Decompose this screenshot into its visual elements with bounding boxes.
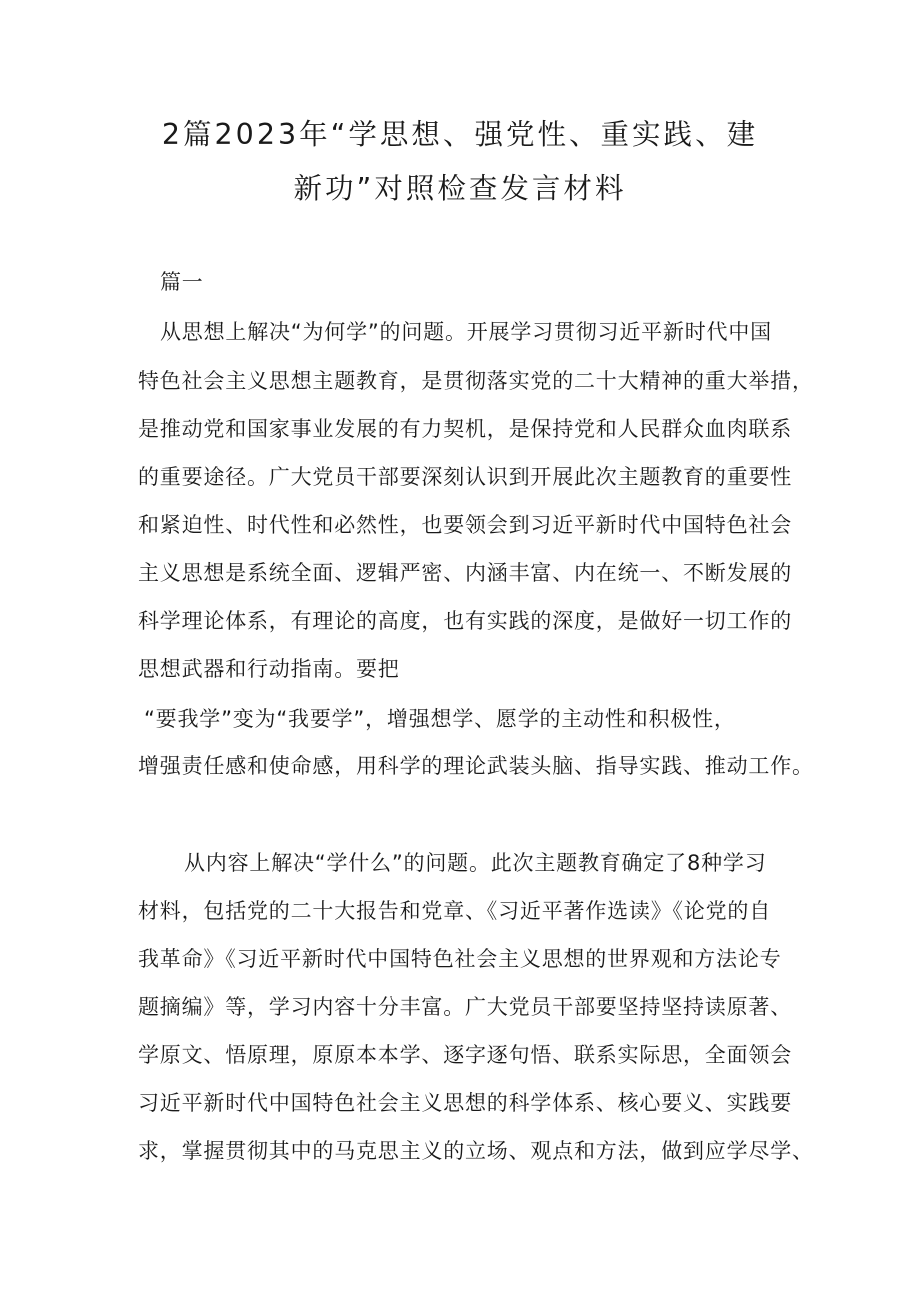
paragraph-1-line: “要我学”变为“我要学”，增强想学、愿学的主动性和积极性， xyxy=(144,707,736,731)
paragraph-2-line: 从内容上解决“学什么”的问题。此次主题教育确定了8种学习 xyxy=(184,851,767,875)
paragraph-1-line: 思想武器和行动指南。要把 xyxy=(138,657,400,681)
paragraph-1-line: 的重要途径。广大党员干部要深刻认识到开展此次主题教育的重要性 xyxy=(138,465,792,489)
title-line-2: 新功”对照检查发言材料 xyxy=(293,172,627,205)
title-line-1: 2篇2023年“学思想、强党性、重实践、建 xyxy=(161,118,759,151)
paragraph-1-line: 科学理论体系，有理论的高度，也有实践的深度，是做好一切工作的 xyxy=(138,609,792,633)
paragraph-2-line: 我革命》《习近平新时代中国特色社会主义思想的世界观和方法论专 xyxy=(138,947,782,971)
section-label: 篇一 xyxy=(160,270,204,294)
paragraph-2-line: 求，掌握贯彻其中的马克思主义的立场、观点和方法，做到应学尽学、 xyxy=(138,1139,814,1163)
paragraph-1-line: 从思想上解决“为何学”的问题。开展学习贯彻习近平新时代中国 xyxy=(160,320,772,344)
paragraph-2-line: 题摘编》等，学习内容十分丰富。广大党员干部要坚持坚持读原著、 xyxy=(138,995,792,1019)
paragraph-2-line: 材料，包括党的二十大报告和党章、《习近平著作选读》《论党的自 xyxy=(138,899,771,923)
paragraph-1-line: 主义思想是系统全面、逻辑严密、内涵丰富、内在统一、不断发展的 xyxy=(138,561,792,585)
paragraph-1-line: 和紧迫性、时代性和必然性，也要领会到习近平新时代中国特色社会 xyxy=(138,513,792,537)
paragraph-1-line: 增强责任感和使命感，用科学的理论武装头脑、指导实践、推动工作。 xyxy=(138,754,814,778)
paragraph-1-line: 特色社会主义思想主题教育，是贯彻落实党的二十大精神的重大举措， xyxy=(138,369,814,393)
paragraph-2-line: 习近平新时代中国特色社会主义思想的科学体系、核心要义、实践要 xyxy=(138,1091,792,1115)
paragraph-2-line: 学原文、悟原理，原原本本学、逐字逐句悟、联系实际思，全面领会 xyxy=(138,1043,792,1067)
paragraph-1-line: 是推动党和国家事业发展的有力契机，是保持党和人民群众血肉联系 xyxy=(138,417,792,441)
